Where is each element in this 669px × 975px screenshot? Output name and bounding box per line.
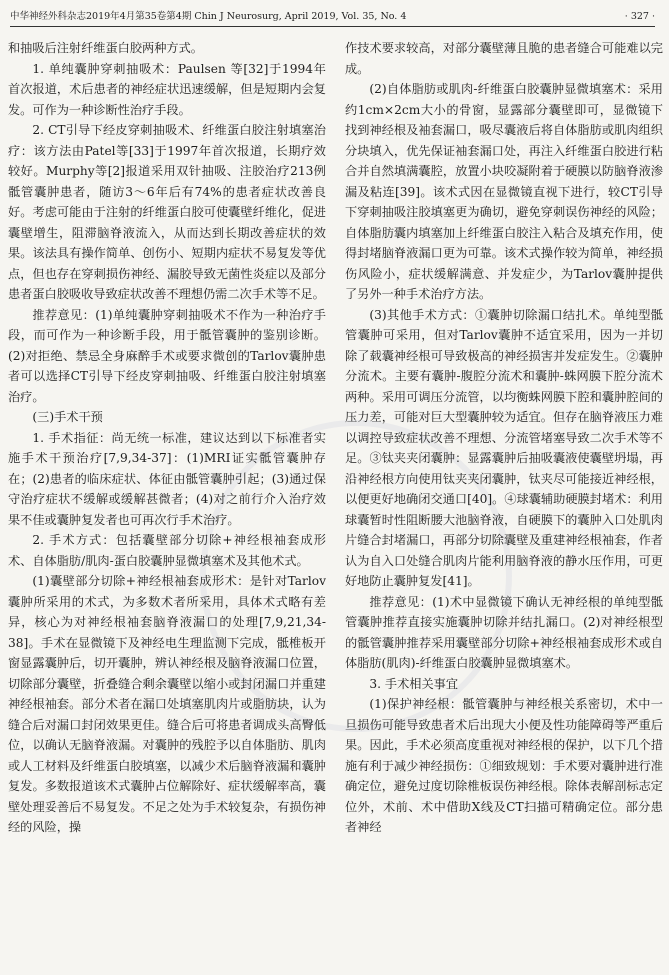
page-number: · 327 ·	[624, 11, 655, 22]
paragraph: 1. 手术指征：尚无统一标准，建议达到以下标准者实施手术干预治疗[7,9,34-37]：(1)MRI证实骶管囊肿存在；(2)患者的临床症状、体征由骶管囊肿引起；(3)通过保守治疗症状不缓解或缓解甚微者；(4)对之前行介入治疗效果不佳或囊肿复发者也可再次行手术治疗。	[8, 430, 326, 527]
paragraph: 1. 单纯囊肿穿刺抽吸术：Paulsen 等[32]于1994年首次报道，术后患者的神经症状迅速缓解，但是短期内会复发。可作为一种诊断性治疗手段。	[8, 61, 326, 117]
section-heading: 3. 手术相关事宜	[369, 676, 459, 691]
paragraph: (3)其他手术方式：①囊肿切除漏口结扎术。单纯型骶管囊肿可采用，但对Tarlov囊肿不适宜采用，因为一并切除了载囊神经根可导致极高的神经损害并发症发生。②囊肿分流术。主要有囊肿-腹腔分流术和囊肿-蛛网膜下腔分流术两种。采用可调压分流管，以均衡蛛网膜下腔和囊肿腔间的压力差，可能对巨大型囊肿较为适宜。但存在脑脊液压力难以调控导致症状改善不理想、分流管堵塞导致二次手术等不足。③钛夹夹闭囊肿：显露囊肿后抽吸囊液使囊壁坍塌，再沿神经根方向使用钛夹夹闭囊肿，钛夹尽可能接近神经根，以便更好地确闭交通口[40]。④球囊辅助硬膜封堵术：利用球囊暂时性阻断腰大池脑脊液，自硬膜下的囊肿入口处肌肉片缝合封堵漏口，再部分切除囊壁及重建神经根袖套，作者认为自入口处缝合肌肉片能利用脑脊液的静水压作用，可更好地防止囊肿复发[41]。	[345, 307, 663, 588]
paragraph: 2. 手术方式：包括囊壁部分切除+神经根袖套成形术、自体脂肪/肌肉-蛋白胶囊肿显微填塞术及其他术式。	[8, 533, 326, 568]
paragraph: (1)保护神经根：骶管囊肿与神经根关系密切，术中一旦损伤可能导致患者术后出现大小便及性功能障碍等严重后果。因此，手术必须高度重视对神经根的保护，以下几个措施有利于减少神经损伤：①细致规划：手术要对囊肿进行准确定位，避免过度切除椎板误伤神经根。除体表解剖标志定位外，术前、术中借助X线及CT扫描可精确定位。部分患者神经	[345, 697, 663, 834]
paragraph: 2. CT引导下经皮穿刺抽吸术、纤维蛋白胶注射填塞治疗：该方法由Patel等[33]于1997年首次报道，长期疗效较好。Murphy等[2]报道采用双针抽吸、注胶治疗213例骶管囊肿患者，随访3～6年后有74%的患者症状改善良好。考虑可能由于注射的纤维蛋白胶可使囊壁纤维化，促进囊壁增生，阻滞脑脊液流入，从而达到长期改善症状的效果。该法具有操作简单、创伤小、短期内症状不易复发等优点，但也存在穿刺损伤神经、漏胶导致无菌性炎症以及部分患者蛋白胶吸收导致症状改善不理想仍需二次手术等不足。	[8, 123, 326, 301]
journal-citation: 中华神经外科杂志2019年4月第35卷第4期 Chin J Neurosurg, April 2019, Vol. 35, No. 4	[10, 11, 407, 22]
paragraph: 作技术要求较高，对部分囊壁薄且脆的患者缝合可能难以完成。	[345, 41, 663, 76]
section-heading: (三)手术干预	[32, 410, 103, 424]
paragraph: 推荐意见：(1)术中显微镜下确认无神经根的单纯型骶管囊肿推荐直接实施囊肿切除并结扎漏口。(2)对神经根型的骶管囊肿推荐采用囊壁部分切除+神经根袖套成形术或自体脂肪(肌肉)-纤维蛋白胶囊肿显微填塞术。	[345, 594, 663, 670]
paragraph: 和抽吸后注射纤维蛋白胶两种方式。	[8, 41, 203, 55]
paragraph: 推荐意见：(1)单纯囊肿穿刺抽吸术不作为一种治疗手段，而可作为一种诊断手段，用于骶管囊肿的鉴别诊断。(2)对拒绝、禁忌全身麻醉手术或要求微创的Tarlov囊肿患者可以选择CT引导下经皮穿刺抽吸、纤维蛋白胶注射填塞治疗。	[8, 307, 326, 404]
running-header	[10, 8, 655, 27]
right-column	[345, 38, 663, 838]
left-column	[8, 38, 326, 838]
paragraph: (1)囊壁部分切除+神经根袖套成形术：是针对Tarlov囊肿所采用的术式，为多数术者所采用，具体术式略有差异，核心为对神经根袖套脑脊液漏口的处理[7,9,21,34-38]。手术在显微镜下及神经电生理监测下完成，骶椎板开窗显露囊肿后，切开囊肿，辨认神经根及脑脊液漏口位置，切除部分囊壁，折叠缝合剩余囊壁以缩小或封闭漏口并重建神经根袖套。部分术者在漏口处填塞肌肉片或脂肪块，认为缝合后对漏口封闭效果更佳。缝合后可将患者调成头高臀低位，以确认无脑脊液漏。对囊肿的残腔予以自体脂肪、肌肉或人工材料及纤维蛋白胶填塞，以减少术后脑脊液漏和囊肿复发。多数报道该术式囊肿占位解除好、症状缓解率高，囊壁处理妥善后不易复发。不足之处为手术较复杂，有损伤神经的风险，操	[8, 574, 326, 834]
paragraph: (2)自体脂肪或肌肉-纤维蛋白胶囊肿显微填塞术：采用约1cm×2cm大小的骨窗，显露部分囊壁即可，显微镜下找到神经根及袖套漏口，吸尽囊液后将自体脂肪或肌肉组织分块填入，优先保证袖套漏口处，再注入纤维蛋白胶进行粘合并自然填满囊腔，放置小块咬凝附着于硬膜以防脑脊液渗漏及粘连[39]。该术式因在显微镜直视下进行，较CT引导下穿刺抽吸注胶填塞更为确切，避免穿刺误伤神经的风险；自体脂肪囊内填塞加上纤维蛋白胶注入粘合及填充作用，使得封堵脑脊液漏口更为可靠。该术式操作较为简单，神经损伤风险小，症状缓解满意、并发症少，为Tarlov囊肿提供了另外一种手术治疗方法。	[345, 82, 663, 301]
